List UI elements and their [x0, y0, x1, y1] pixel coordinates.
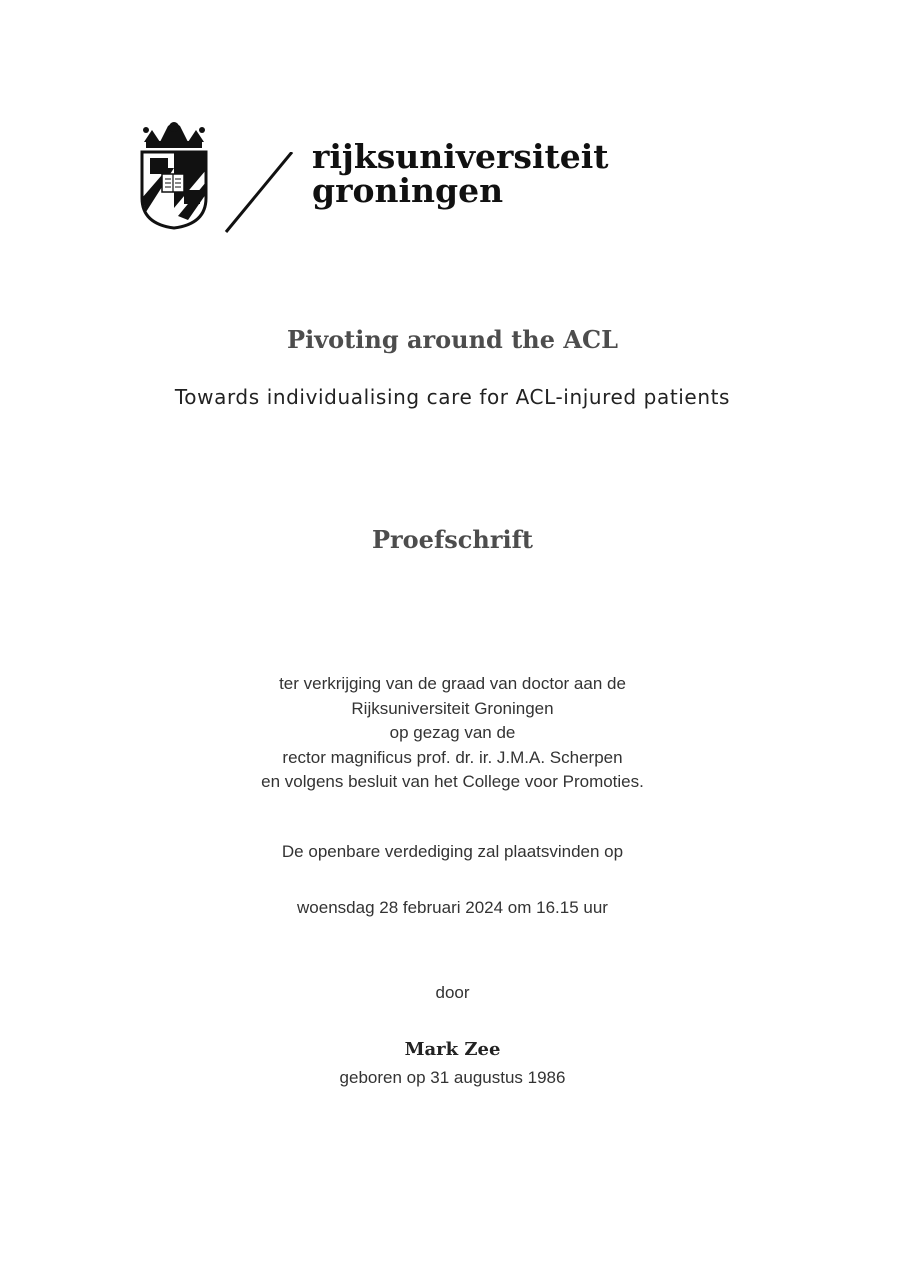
- logo-slash-divider: [224, 152, 294, 234]
- thesis-subtitle: Towards individualising care for ACL-injured patients: [174, 385, 731, 409]
- author-name: Mark Zee: [404, 1039, 501, 1060]
- university-wordmark: [312, 137, 609, 210]
- author-birth-line: geboren op 31 augustus 1986: [339, 1068, 566, 1087]
- thesis-title: Pivoting around the ACL: [287, 325, 618, 354]
- promotion-line: op gezag van de: [389, 723, 516, 742]
- defence-date: woensdag 28 februari 2024 om 16.15 uur: [297, 898, 608, 917]
- defence-announcement: De openbare verdediging zal plaatsvinden op: [281, 842, 624, 861]
- university-logo: [138, 120, 618, 235]
- promotion-line: rector magnificus prof. dr. ir. J.M.A. Scherpen: [282, 747, 623, 767]
- promotion-line: en volgens besluit van het College voor Promoties.: [261, 772, 644, 791]
- wordmark-line-2: groningen: [312, 171, 504, 210]
- by-label: door: [435, 983, 470, 1002]
- promotion-line: ter verkrijging van de graad van doctor aan de: [279, 674, 626, 693]
- document-type-heading: Proefschrift: [371, 525, 534, 554]
- promotion-line: Rijksuniversiteit Groningen: [351, 698, 554, 718]
- university-crest-icon: [138, 120, 210, 232]
- wordmark-line-1: rijksuniversiteit: [312, 137, 609, 176]
- promotion-statement: [0, 672, 905, 795]
